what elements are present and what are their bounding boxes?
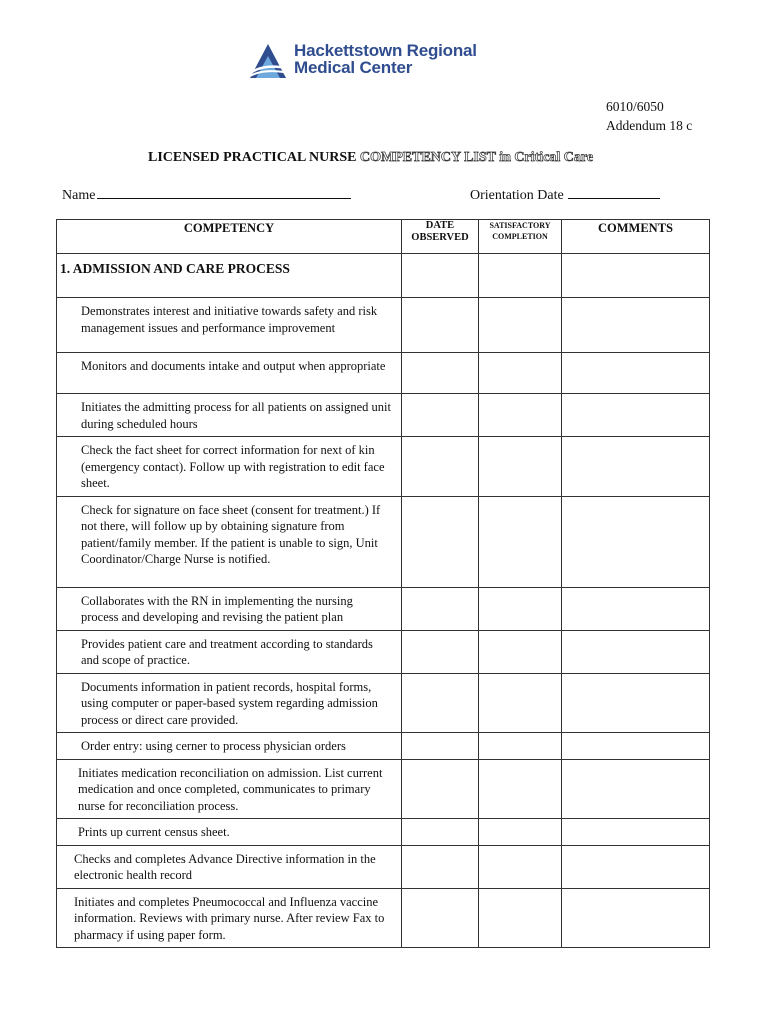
- orientation-date-field[interactable]: [470, 186, 660, 204]
- page-title: [148, 150, 593, 166]
- date-cell[interactable]: [402, 673, 479, 733]
- competency-item: Checks and completes Advance Directive information in the electronic health record: [57, 845, 402, 888]
- section-title: 1. ADMISSION AND CARE PROCESS: [57, 254, 402, 298]
- satisfactory-cell[interactable]: [479, 630, 562, 673]
- hospital-logo: [250, 42, 490, 82]
- table-header-row: [57, 220, 710, 254]
- date-cell[interactable]: [402, 394, 479, 437]
- satisfactory-cell[interactable]: [479, 587, 562, 630]
- name-blank-line[interactable]: [97, 186, 351, 199]
- header-competency: COMPETENCY: [57, 220, 402, 254]
- logo-line-2: Medical Center: [294, 58, 413, 77]
- header-sat-line2: COMPLETION: [492, 232, 548, 241]
- table-row: [57, 888, 710, 948]
- competency-item: Documents information in patient records, hospital forms, using computer or paper-based system regarding admission process or direct care provided.: [57, 673, 402, 733]
- date-cell[interactable]: [402, 254, 479, 298]
- date-cell[interactable]: [402, 496, 479, 587]
- satisfactory-cell[interactable]: [479, 733, 562, 760]
- satisfactory-cell[interactable]: [479, 353, 562, 394]
- form-addendum: Addendum 18 c: [606, 118, 693, 133]
- date-cell[interactable]: [402, 845, 479, 888]
- header-date-line1: DATE: [425, 220, 455, 231]
- form-number: 6010/6050: [606, 99, 664, 114]
- header-date-line2: OBSERVED: [411, 232, 469, 243]
- comments-cell[interactable]: [562, 298, 710, 353]
- satisfactory-cell[interactable]: [479, 819, 562, 846]
- satisfactory-cell[interactable]: [479, 673, 562, 733]
- comments-cell[interactable]: [562, 587, 710, 630]
- date-cell[interactable]: [402, 298, 479, 353]
- comments-cell[interactable]: [562, 437, 710, 497]
- satisfactory-cell[interactable]: [479, 496, 562, 587]
- competency-item: Check for signature on face sheet (consent for treatment.) If not there, will follow up by obtaining signature from patient/family member. If the patient is unable to sign, Unit Coordinator/Charge Nurse is notified.: [57, 496, 402, 587]
- comments-cell[interactable]: [562, 394, 710, 437]
- table-row: [57, 496, 710, 587]
- satisfactory-cell[interactable]: [479, 254, 562, 298]
- table-row: [57, 437, 710, 497]
- satisfactory-cell[interactable]: [479, 394, 562, 437]
- table-row: [57, 298, 710, 353]
- date-cell[interactable]: [402, 733, 479, 760]
- mountain-logo-icon: [250, 42, 290, 80]
- comments-cell[interactable]: [562, 819, 710, 846]
- comments-cell[interactable]: [562, 733, 710, 760]
- satisfactory-cell[interactable]: [479, 437, 562, 497]
- competency-item: Collaborates with the RN in implementing the nursing process and developing and revising the patient plan: [57, 587, 402, 630]
- logo-line-1: Hackettstown Regional: [294, 41, 477, 60]
- competency-item: Monitors and documents intake and output when appropriate: [57, 353, 402, 394]
- logo-text: [294, 42, 477, 76]
- table-row: [57, 353, 710, 394]
- table-row: [57, 630, 710, 673]
- competency-item: Initiates and completes Pneumococcal and Influenza vaccine information. Reviews with primary nurse. After review Fax to pharmacy if using paper form.: [57, 888, 402, 948]
- comments-cell[interactable]: [562, 888, 710, 948]
- table-row: [57, 733, 710, 760]
- satisfactory-cell[interactable]: [479, 759, 562, 819]
- date-cell[interactable]: [402, 819, 479, 846]
- header-comments: COMMENTS: [562, 220, 710, 254]
- comments-cell[interactable]: [562, 254, 710, 298]
- date-cell[interactable]: [402, 888, 479, 948]
- table-row: [57, 819, 710, 846]
- comments-cell[interactable]: [562, 845, 710, 888]
- orientation-date-label: Orientation Date: [470, 188, 564, 203]
- competency-item: Provides patient care and treatment according to standards and scope of practice.: [57, 630, 402, 673]
- header-sat-line1: SATISFACTORY: [489, 221, 551, 230]
- competency-item: Initiates the admitting process for all patients on assigned unit during scheduled hours: [57, 394, 402, 437]
- title-outlined: COMPETENCY LIST in Critical Care: [360, 150, 594, 165]
- section-row: [57, 254, 710, 298]
- competency-item: Order entry: using cerner to process physician orders: [57, 733, 402, 760]
- competency-table: [56, 219, 710, 948]
- satisfactory-cell[interactable]: [479, 298, 562, 353]
- comments-cell[interactable]: [562, 496, 710, 587]
- header-satisfactory-completion: [479, 220, 562, 254]
- comments-cell[interactable]: [562, 673, 710, 733]
- name-label: Name: [62, 188, 96, 203]
- form-number-block: [606, 97, 692, 135]
- competency-item: Check the fact sheet for correct information for next of kin (emergency contact). Follow up with registration to edit face sheet.: [57, 437, 402, 497]
- date-cell[interactable]: [402, 587, 479, 630]
- table-row: [57, 587, 710, 630]
- comments-cell[interactable]: [562, 630, 710, 673]
- table-row: [57, 673, 710, 733]
- date-cell[interactable]: [402, 437, 479, 497]
- orientation-date-blank-line[interactable]: [568, 186, 660, 199]
- header-date-observed: [402, 220, 479, 254]
- competency-item: Demonstrates interest and initiative towards safety and risk management issues and performance improvement: [57, 298, 402, 353]
- comments-cell[interactable]: [562, 759, 710, 819]
- date-cell[interactable]: [402, 630, 479, 673]
- satisfactory-cell[interactable]: [479, 845, 562, 888]
- competency-item: Initiates medication reconciliation on admission. List current medication and once completed, communicates to primary nurse for reconciliation process.: [57, 759, 402, 819]
- title-plain: LICENSED PRACTICAL NURSE: [148, 150, 360, 165]
- table-row: [57, 845, 710, 888]
- name-field[interactable]: [62, 186, 351, 204]
- competency-item: Prints up current census sheet.: [57, 819, 402, 846]
- date-cell[interactable]: [402, 759, 479, 819]
- date-cell[interactable]: [402, 353, 479, 394]
- table-row: [57, 394, 710, 437]
- satisfactory-cell[interactable]: [479, 888, 562, 948]
- comments-cell[interactable]: [562, 353, 710, 394]
- table-row: [57, 759, 710, 819]
